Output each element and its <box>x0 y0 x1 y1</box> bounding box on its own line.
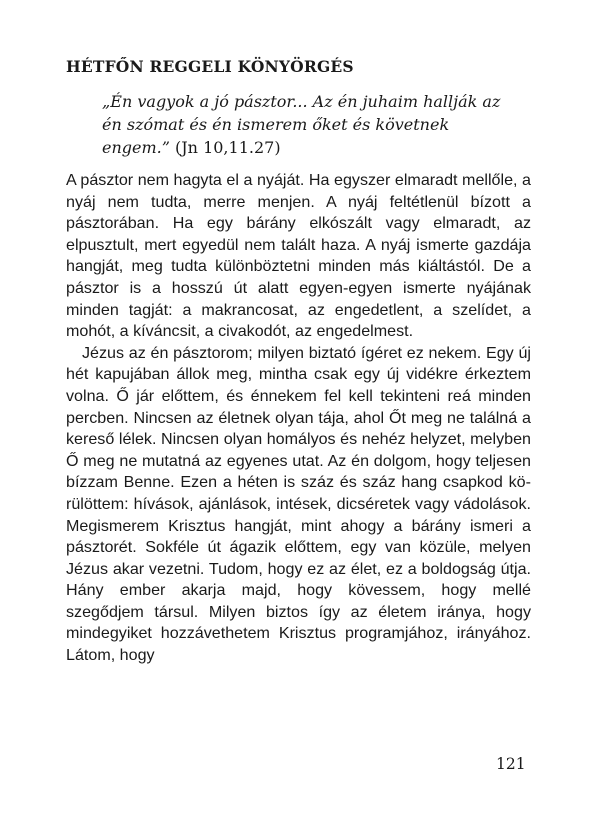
page-content <box>66 56 531 667</box>
section-heading: HÉTFŐN REGGELI KÖNYÖRGÉS <box>66 57 354 76</box>
quote-reference: (Jn 10,11.27) <box>175 138 281 157</box>
paragraph: A pásztor nem hagyta el a nyáját. Ha egyszer elmaradt mellőle, a nyáj nem tudta, merre menjen. A nyáj feltétlenül bízott a pásztorában. Ha egy bárány elkószált vagy elmaradt, az elpusztult, mert egyedül nem talált haza. A nyáj ismerte gazdája hangját, meg tudta különböztetni minden más kiáltástól. De a pásztor is a hosszú út alatt egyen-egyen ismerte nyájának minden tagját: a makrancosat, az engedetlent, a szelídet, a mohót, a kíváncsit, a civakodót, az engedelmest. <box>66 171 531 341</box>
quote-text: „Én vagyok a jó pásztor... Az én juhaim hallják az én szómat és én ismerem őket és követnek engem.” <box>102 92 501 157</box>
body-text <box>66 170 531 667</box>
scripture-quote <box>102 90 512 159</box>
page-number: 121 <box>496 755 526 773</box>
paragraph: Jézus az én pásztorom; milyen biztató ígéret ez nekem. Egy új hét kapujában állok meg, mintha csak egy új vidékre érkeztem volna. Ő jár előttem, és énnekem fel kell tekinteni reá minden percben. Nincsen az életnek olyan tája, ahol Őt meg ne találná a kereső lélek. Nincsen olyan homályos és nehéz helyzet, melyben Ő meg ne mutatná az egyenes utat. Az én dolgom, hogy teljesen bízzam Benne. Ezen a héten is száz és száz hang csapkod körülöttem: hívások, ajánlások, intések, dicséretek vagy vádolások. Megismerem Krisztus hangját, mint ahogy a bárány ismeri a pásztorét. Sokféle út ágazik előttem, egy van közüle, melyen Jézus akar vezetni. Tudom, hogy ez az élet, ez a boldogság útja. Hány ember akarja majd, hogy kövessem, hogy mellé szegődjem társul. Milyen biztos így az életem iránya, hogy mindegyiket hozzávethetem Krisztus programjához, irányához. Látom, hogy <box>66 343 531 665</box>
